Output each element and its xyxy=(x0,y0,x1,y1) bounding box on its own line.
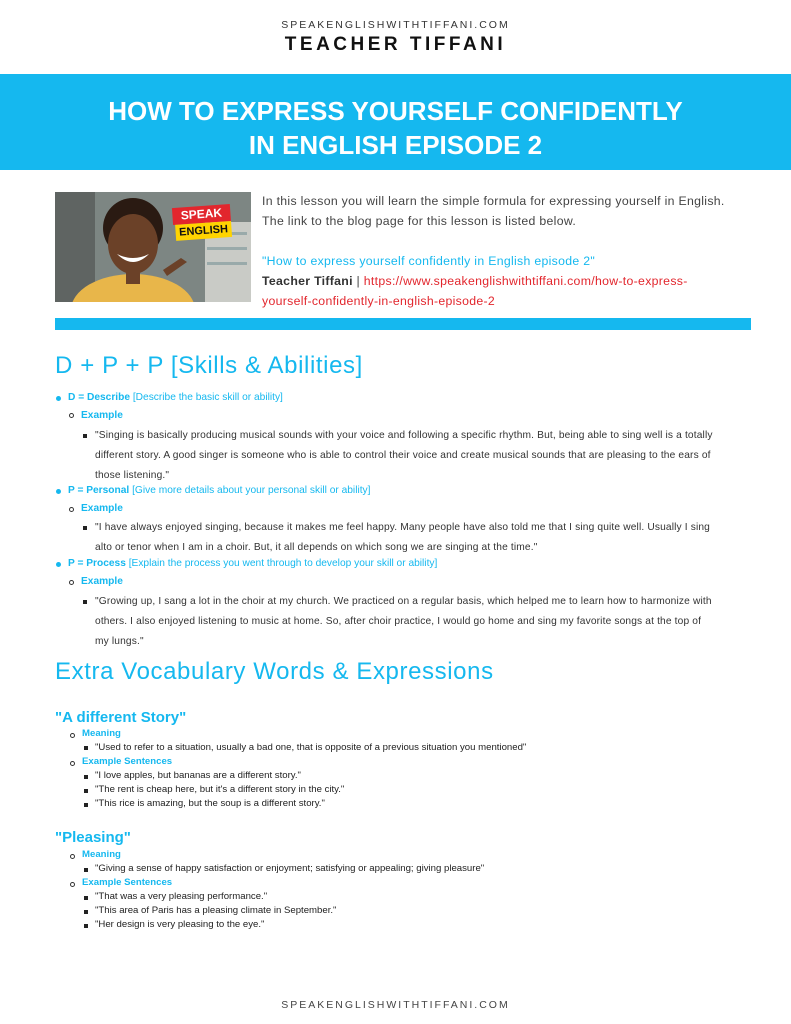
bullet-square xyxy=(84,868,88,872)
sign-speak: SPEAK xyxy=(172,204,231,225)
bullet-ring xyxy=(69,507,74,512)
blog-url-part-1[interactable]: https://www.speakenglishwithtiffani.com/how-to-express- xyxy=(363,274,688,288)
speak-english-sign xyxy=(172,204,232,241)
sign-english: ENGLISH xyxy=(175,221,232,241)
lesson-title xyxy=(0,94,791,162)
bullet-square xyxy=(84,896,88,900)
list-item-process xyxy=(68,554,437,574)
vocab-example: "I love apples, but bananas are a different story." xyxy=(95,770,301,781)
site-url-footer: SPEAKENGLISHWITHTIFFANI.COM xyxy=(281,999,510,1011)
bullet-dot xyxy=(56,396,61,401)
process-line-2: others. I also enjoyed listening to music at home. So, after choir practice, I would go home and sing my favorite songs at the top of xyxy=(95,616,702,627)
section-heading-vocabulary: Extra Vocabulary Words & Expressions xyxy=(55,658,494,685)
process-line-3: my lungs." xyxy=(95,636,144,647)
process-example-text xyxy=(95,592,755,652)
personal-example-text xyxy=(95,518,755,558)
process-example-label: Example xyxy=(81,576,123,587)
site-url-top: SPEAKENGLISHWITHTIFFANI.COM xyxy=(281,19,510,31)
process-label: P = Process xyxy=(68,558,126,569)
list-item-describe xyxy=(68,388,283,408)
bullet-square xyxy=(84,746,88,750)
author-separator: | xyxy=(352,274,364,288)
intro-line-2: The link to the blog page for this lesson is listed below. xyxy=(262,214,577,228)
vocab-meaning-label: Meaning xyxy=(82,849,121,860)
vocab-term-pleasing: "Pleasing" xyxy=(55,829,131,846)
process-line-1: "Growing up, I sang a lot in the choir at my church. We practiced on a regular basis, which helped me to learn how to harmonize with xyxy=(95,596,712,607)
bullet-ring xyxy=(70,761,75,766)
lesson-title-line-2: IN ENGLISH EPISODE 2 xyxy=(248,130,543,160)
describe-example-label: Example xyxy=(81,410,123,421)
lesson-title-line-1: HOW TO EXPRESS YOURSELF CONFIDENTLY xyxy=(108,96,683,126)
vocab-example: "That was a very pleasing performance." xyxy=(95,891,268,902)
bullet-square xyxy=(84,910,88,914)
intro-line-1: In this lesson you will learn the simple formula for expressing yourself in English. xyxy=(262,194,725,208)
personal-line-2: alto or tenor when I am in a choir. But, it all depends on which song we are singing at the time." xyxy=(95,542,538,553)
bullet-dot xyxy=(56,562,61,567)
author-name: Teacher Tiffani xyxy=(262,274,353,288)
bullet-ring xyxy=(70,882,75,887)
describe-desc: [Describe the basic skill or ability] xyxy=(130,392,283,403)
vocab-meaning-label: Meaning xyxy=(82,728,121,739)
bullet-ring xyxy=(70,733,75,738)
intro-block xyxy=(262,191,752,311)
author-link-line xyxy=(262,271,752,291)
brand-title: TEACHER TIFFANI xyxy=(284,34,507,55)
section-heading-skills: D + P + P [Skills & Abilities] xyxy=(55,352,363,379)
vocab-meaning-text: "Giving a sense of happy satisfaction or enjoyment; satisfying or appealing; giving pleasure" xyxy=(95,863,485,874)
vocab-meaning-text: "Used to refer to a situation, usually a bad one, that is opposite of a previous situation you mentioned" xyxy=(95,742,527,753)
personal-desc: [Give more details about your personal skill or ability] xyxy=(129,485,371,496)
blog-title: "How to express yourself confidently in English episode 2" xyxy=(262,254,596,268)
bullet-square xyxy=(84,803,88,807)
vocab-examples-label: Example Sentences xyxy=(82,756,173,767)
bullet-ring xyxy=(70,854,75,859)
bullet-square xyxy=(83,600,87,604)
lesson-thumbnail xyxy=(55,192,251,302)
vocab-term-different-story: "A different Story" xyxy=(55,709,187,726)
bullet-ring xyxy=(69,580,74,585)
bullet-square xyxy=(84,924,88,928)
vocab-examples-label: Example Sentences xyxy=(82,877,173,888)
personal-label: P = Personal xyxy=(68,485,130,496)
bullet-dot xyxy=(56,489,61,494)
process-desc: [Explain the process you went through to develop your skill or ability] xyxy=(125,558,438,569)
blog-url-part-2[interactable]: yourself-confidently-in-english-episode-2 xyxy=(262,294,496,308)
bullet-square xyxy=(83,434,87,438)
describe-line-3: those listening." xyxy=(95,470,170,481)
bullet-square xyxy=(84,789,88,793)
personal-example-label: Example xyxy=(81,503,123,514)
vocab-example: "Her design is very pleasing to the eye." xyxy=(95,919,265,930)
describe-line-2: different story. A good singer is someone who is able to control their voice and create musical sounds that are pleasing to the ears of xyxy=(95,450,711,461)
vocab-example: "This rice is amazing, but the soup is a different story." xyxy=(95,798,325,809)
vocab-example: "The rent is cheap here, but it's a different story in the city." xyxy=(95,784,345,795)
list-item-personal xyxy=(68,481,370,501)
describe-example-text xyxy=(95,426,755,486)
bullet-square xyxy=(84,775,88,779)
bullet-ring xyxy=(69,413,74,418)
describe-line-1: "Singing is basically producing musical sounds with your voice and following a specific rhythm. But, being able to sing well is a totally xyxy=(95,430,713,441)
personal-line-1: "I have always enjoyed singing, because it makes me feel happy. Many people have also told me that I sing quite well. Usually I sing xyxy=(95,522,710,533)
divider-bar xyxy=(55,318,751,330)
vocab-example: "This area of Paris has a pleasing climate in September." xyxy=(95,905,337,916)
bullet-square xyxy=(83,526,87,530)
describe-label: D = Describe xyxy=(68,392,131,403)
